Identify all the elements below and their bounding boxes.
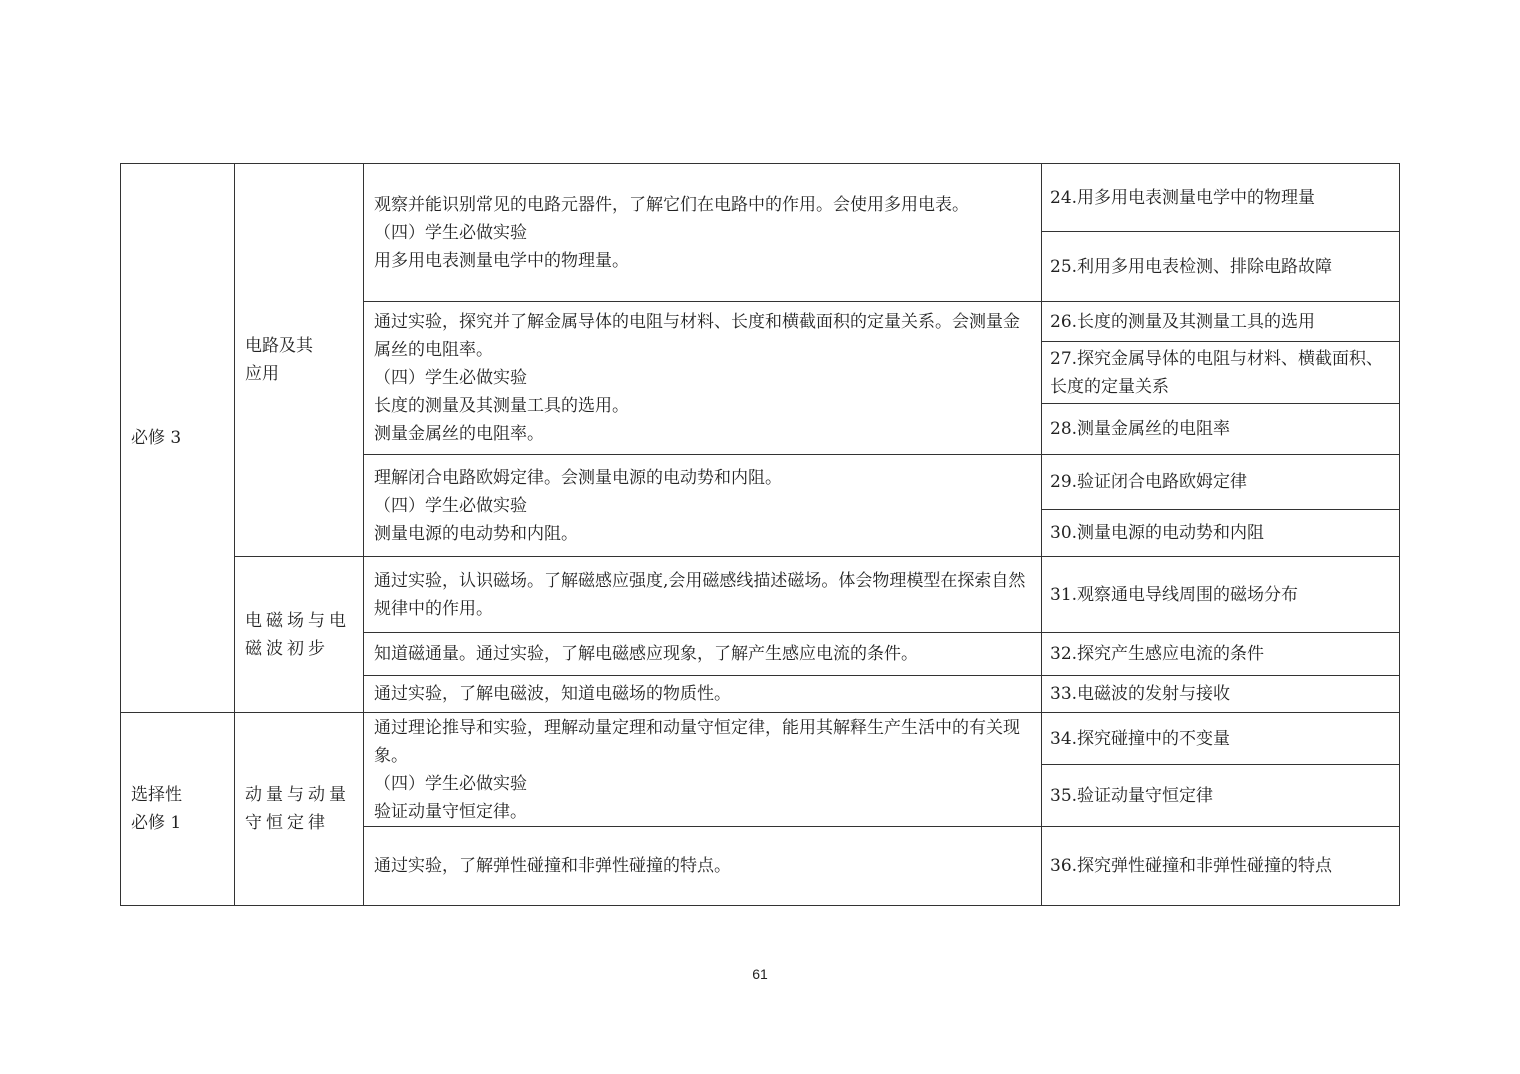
requirement-text: 长度的测量及其测量工具的选用。 [374, 396, 629, 416]
requirement-text: （四）学生必做实验 [374, 368, 527, 388]
topic-label-line: 磁波初步 [245, 638, 329, 659]
requirement-cell [364, 164, 1042, 302]
requirement-text: 观察并能识别常见的电路元器件，了解它们在电路中的作用。会使用多用电表。 [374, 194, 969, 215]
requirement-text: 通过实验，认识磁场。了解磁感应强度,会用磁感线描述磁场。体会物理模型在探索自然规律中的作用。 [374, 570, 1026, 619]
topic-label-line: 动量与动量 [245, 785, 350, 805]
experiment-cell: 35.验证动量守恒定律 [1042, 765, 1400, 827]
experiment-cell: 27.探究金属导体的电阻与材料、横截面积、长度的定量关系 [1042, 342, 1400, 404]
requirement-cell [364, 557, 1042, 633]
module-cell [121, 164, 235, 713]
requirement-text: （四）学生必做实验 [374, 495, 527, 516]
experiment-cell: 25.利用多用电表检测、排除电路故障 [1042, 232, 1400, 302]
requirement-text: 通过实验，了解电磁波，知道电磁场的物质性。 [374, 684, 731, 704]
experiment-cell: 31.观察通电导线周围的磁场分布 [1042, 557, 1400, 633]
experiment-cell: 34.探究碰撞中的不变量 [1042, 713, 1400, 765]
experiment-cell: 29.验证闭合电路欧姆定律 [1042, 455, 1400, 510]
topic-label-line: 电磁场与电 [245, 610, 350, 631]
experiment-cell: 33.电磁波的发射与接收 [1042, 676, 1400, 713]
requirement-cell [364, 633, 1042, 676]
requirement-text: 理解闭合电路欧姆定律。会测量电源的电动势和内阻。 [374, 467, 782, 488]
requirement-text: 通过实验，探究并了解金属导体的电阻与材料、长度和横截面积的定量关系。会测量金属丝的电阻率。 [374, 312, 1020, 360]
requirement-text: 用多用电表测量电学中的物理量。 [374, 250, 629, 271]
requirement-text: 知道磁通量。通过实验，了解电磁感应现象，了解产生感应电流的条件。 [374, 644, 918, 664]
requirement-cell [364, 676, 1042, 713]
experiment-cell: 30.测量电源的电动势和内阻 [1042, 510, 1400, 557]
curriculum-table [120, 163, 1400, 906]
module-label-line: 必修 1 [131, 813, 182, 833]
requirement-cell [364, 827, 1042, 906]
module-label: 必修 3 [131, 428, 182, 448]
topic-cell [235, 713, 364, 906]
topic-label-line: 电路及其 [245, 336, 313, 356]
topic-cell [235, 164, 364, 557]
topic-label-line: 守恒定律 [245, 813, 329, 833]
requirement-text: 测量金属丝的电阻率。 [374, 424, 544, 444]
requirement-cell [364, 455, 1042, 557]
requirement-text: 通过实验，了解弹性碰撞和非弹性碰撞的特点。 [374, 856, 731, 876]
topic-cell [235, 557, 364, 713]
requirement-text: 测量电源的电动势和内阻。 [374, 523, 578, 544]
requirement-text: 通过理论推导和实验，理解动量定理和动量守恒定律，能用其解释生产生活中的有关现象。 [374, 717, 1020, 766]
page-number: 61 [752, 966, 768, 982]
requirement-cell [364, 713, 1042, 827]
requirement-text: （四）学生必做实验 [374, 773, 527, 794]
experiment-cell: 26.长度的测量及其测量工具的选用 [1042, 302, 1400, 342]
module-label-line: 选择性 [131, 785, 182, 805]
experiment-cell: 36.探究弹性碰撞和非弹性碰撞的特点 [1042, 827, 1400, 906]
experiment-cell: 24.用多用电表测量电学中的物理量 [1042, 164, 1400, 232]
requirement-text: （四）学生必做实验 [374, 222, 527, 243]
module-cell [121, 713, 235, 906]
experiment-cell: 32.探究产生感应电流的条件 [1042, 633, 1400, 676]
topic-label-line: 应用 [245, 364, 279, 384]
experiment-cell: 28.测量金属丝的电阻率 [1042, 404, 1400, 455]
requirement-cell [364, 302, 1042, 455]
requirement-text: 验证动量守恒定律。 [374, 801, 527, 822]
